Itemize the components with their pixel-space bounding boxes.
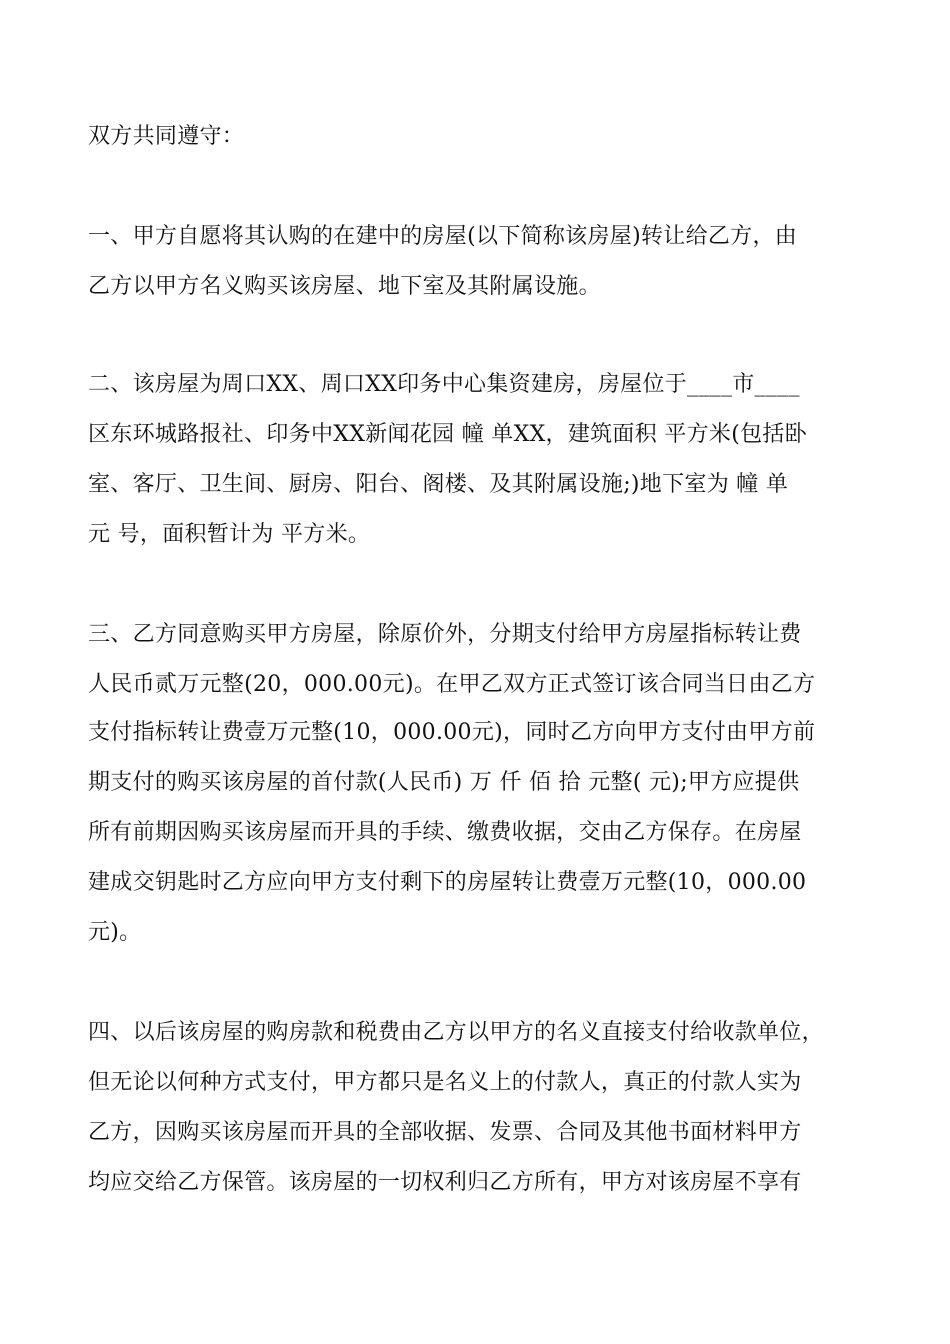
- text-line: 人民币贰万元整(20，000.00元)。在甲乙双方正式签订该合同当日由乙方: [88, 672, 816, 697]
- text-line: 元)。: [88, 920, 142, 945]
- text-line: 建成交钥匙时乙方应向甲方支付剩下的房屋转让费壹万元整(10，000.00: [88, 870, 807, 895]
- text-line: 元 号，面积暂计为 平方米。: [88, 522, 371, 547]
- text-line: 均应交给乙方保管。该房屋的一切权利归乙方所有，甲方对该房屋不享有: [88, 1170, 802, 1195]
- text-line: 但无论以何种方式支付，甲方都只是名义上的付款人，真正的付款人实为: [88, 1070, 802, 1095]
- text-line: 乙方，因购买该房屋而开具的全部收据、发票、合同及其他书面材料甲方: [88, 1120, 802, 1145]
- text-line: 所有前期因购买该房屋而开具的手续、缴费收据，交由乙方保存。在房屋: [88, 820, 802, 845]
- text-line: 一、甲方自愿将其认购的在建中的房屋(以下简称该房屋)转让给乙方，由: [88, 224, 798, 249]
- text-line: 三、乙方同意购买甲方房屋，除原价外，分期支付给甲方房屋指标转让费: [88, 622, 802, 647]
- text-line: 期支付的购买该房屋的首付款(人民币) 万 仟 佰 拾 元整( 元);甲方应提供: [88, 770, 800, 795]
- text-line: 双方共同遵守：: [88, 124, 245, 149]
- text-line: 四、以后该房屋的购房款和税费由乙方以甲方的名义直接支付给收款单位，: [88, 1020, 824, 1045]
- text-line: 室、客厅、卫生间、厨房、阳台、阁楼、及其附属设施;)地下室为 幢 单: [88, 472, 789, 497]
- text-line: 区东环城路报社、印务中XX新闻花园 幢 单XX，建筑面积 平方米(包括卧: [88, 422, 808, 447]
- text-line: 二、该房屋为周口XX、周口XX印务中心集资建房，房屋位于____市____: [88, 372, 800, 397]
- text-line: 乙方以甲方名义购买该房屋、地下室及其附属设施。: [88, 274, 601, 299]
- text-line: 支付指标转让费壹万元整(10，000.00元)，同时乙方向甲方支付由甲方前: [88, 720, 816, 745]
